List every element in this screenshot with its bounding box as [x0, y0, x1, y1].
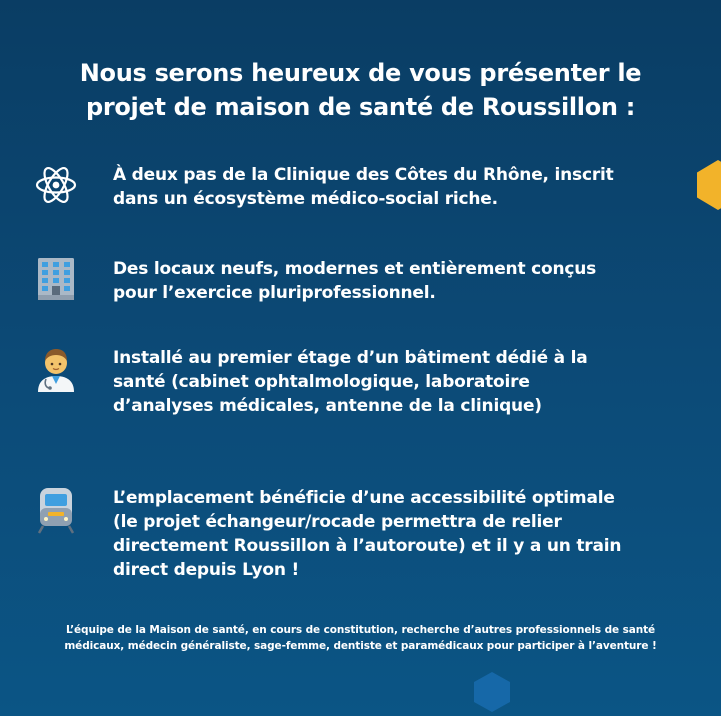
item-text	[113, 346, 713, 418]
page-title	[20, 56, 701, 124]
item-text	[113, 486, 713, 582]
train-icon	[34, 486, 78, 530]
decorative-hexagon-bottom	[474, 672, 510, 712]
item-text-line: Installé au premier étage d’un bâtiment dédié à la	[113, 348, 588, 368]
office-building-icon	[34, 257, 78, 301]
title-line: Nous serons heureux de vous présenter le	[79, 59, 642, 87]
item-text-line: direct depuis Lyon !	[113, 560, 300, 580]
item-text	[113, 257, 713, 305]
doctor-icon	[34, 346, 78, 390]
item-text-line: L’emplacement bénéficie d’une accessibilité optimale	[113, 488, 615, 508]
item-text-line: Des locaux neufs, modernes et entièrement conçus	[113, 259, 597, 279]
title-line: projet de maison de santé de Roussillon :	[85, 93, 636, 121]
item-text	[113, 163, 713, 211]
item-text-line: dans un écosystème médico-social riche.	[113, 189, 498, 209]
footer-note	[10, 622, 711, 654]
item-text-line: d’analyses médicales, antenne de la clinique)	[113, 396, 542, 416]
atom-icon	[34, 163, 78, 207]
item-text-line: pour l’exercice pluriprofessionnel.	[113, 283, 436, 303]
footer-line: médicaux, médecin généraliste, sage-femme, dentiste et paramédicaux pour participer à l’aventure !	[64, 640, 657, 652]
item-text-line: directement Roussillon à l’autoroute) et il y a un train	[113, 536, 622, 556]
item-text-line: À deux pas de la Clinique des Côtes du Rhône, inscrit	[113, 165, 614, 185]
item-text-line: (le projet échangeur/rocade permettra de relier	[113, 512, 562, 532]
item-text-line: santé (cabinet ophtalmologique, laboratoire	[113, 372, 530, 392]
footer-line: L’équipe de la Maison de santé, en cours de constitution, recherche d’autres professionnels de santé	[65, 624, 656, 636]
